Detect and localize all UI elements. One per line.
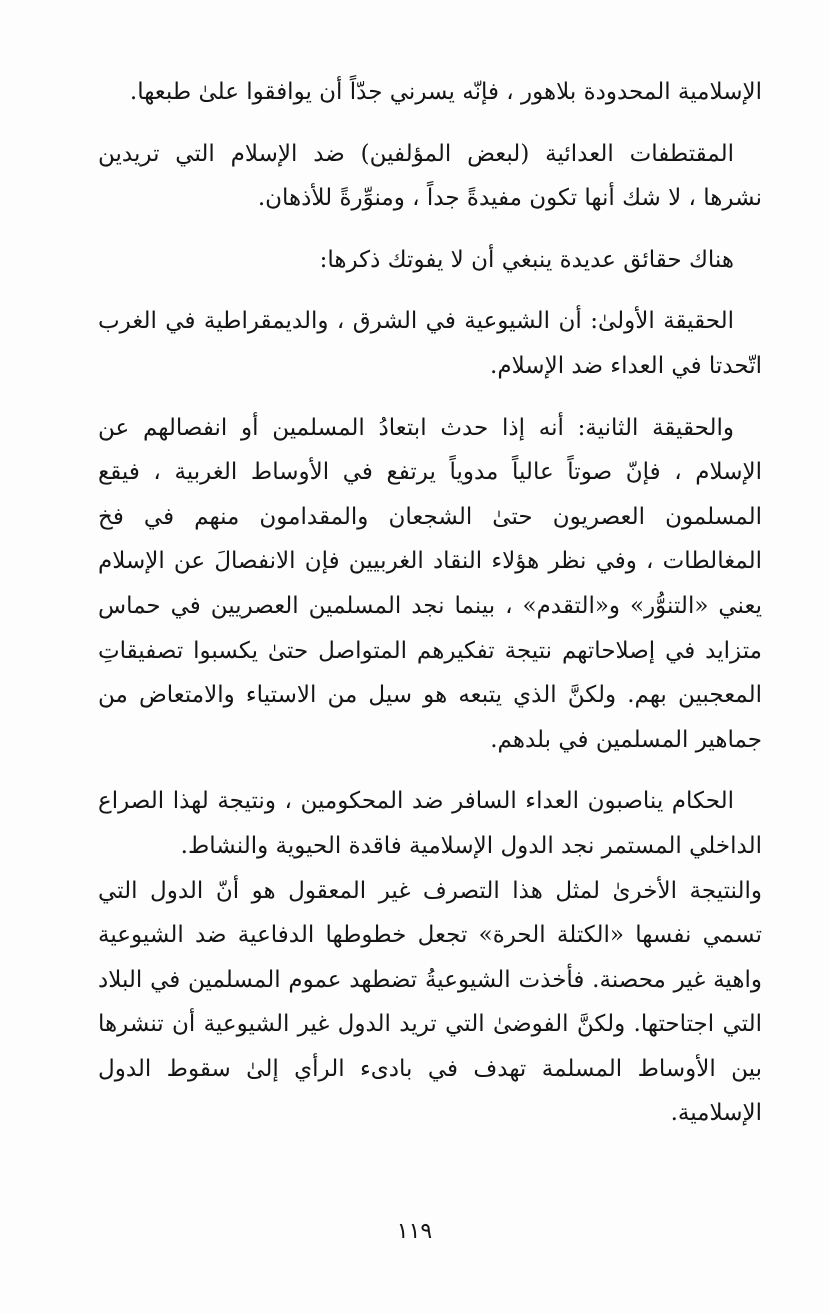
paragraph-3: هناك حقائق عديدة ينبغي أن لا يفوتك ذكرها: [319, 246, 734, 273]
paragraph-1: الإسلامية المحدودة بلاهور ، فإنّه يسرني جدّاً أن يوافقوا علىٰ طبعها. [129, 79, 762, 105]
body-text [98, 70, 762, 1153]
page-number: ١١٩ [396, 1219, 433, 1244]
paragraph-6: الحكام يناصبون العداء السافر ضد المحكومين ، ونتيجة لهذا الصراع الداخلي المستمر نجد الدول الإسلامية فاقدة الحيوية والنشاط. [98, 788, 762, 859]
paragraph-4: الحقيقة الأولىٰ: أن الشيوعية في الشرق ، والديمقراطية في الغرب اتّحدتا في العداء ضد الإسلام. [98, 308, 762, 379]
paragraph-5: والحقيقة الثانية: أنه إذا حدث ابتعادُ المسلمين أو انفصالهم عن الإسلام ، فإنّ صوتاً عالياً مدوياً يرتفع في الأوساط الغربية ، فيقع المسلمون العصريون حتىٰ الشجعان والمقدامون منهم في فخ المغالطات ، وفي نظر هؤلاء النقاد الغربيين فإن الانفصالَ عن الإسلام يعني «التنوُّر» و«التقدم» ، بينما نجد المسلمين العصريين في حماس متزايد في إصلاحاتهم نتيجة تفكيرهم المتواصل حتىٰ يكسبوا تصفيقاتِ المعجبين بهم. ولكنَّ الذي يتبعه هو سيل من الاستياء والامتعاض من جماهير المسلمين في بلدهم. [98, 414, 762, 753]
paragraph-7: والنتيجة الأخرىٰ لمثل هذا التصرف غير المعقول هو أنّ الدول التي تسمي نفسها «الكتلة الحرة» تجعل خطوطها الدفاعية ضد الشيوعية واهية غير محصنة. فأخذت الشيوعيةُ تضطهد عموم المسلمين في البلاد التي اجتاحتها. ولكنَّ الفوضىٰ التي تريد الدول غير الشيوعية أن تنشرها بين الأوساط المسلمة تهدف في بادىء الرأي إلىٰ سقوط الدول الإسلامية. [98, 877, 762, 1127]
paragraph-2: المقتطفات العدائية (لبعض المؤلفين) ضد الإسلام التي تريدين نشرها ، لا شك أنها تكون مفيدةً جداً ، ومنوِّرةً للأذهان. [98, 140, 762, 212]
